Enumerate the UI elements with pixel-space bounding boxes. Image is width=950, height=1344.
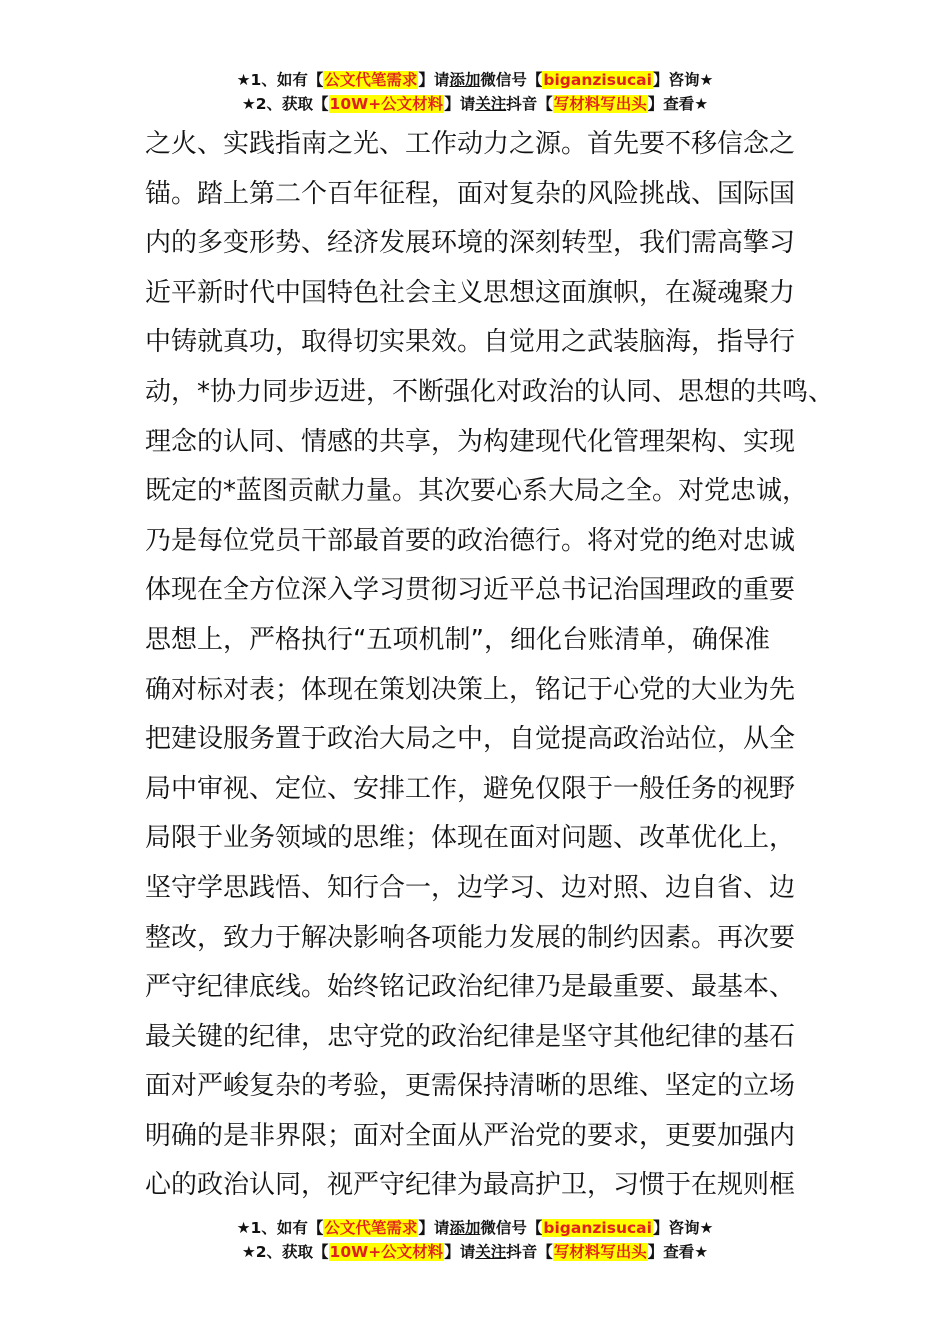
highlight-materials: 10W+公文材料	[329, 1243, 444, 1261]
star-icon: ★	[694, 95, 709, 113]
body-line: 中铸就真功，取得切实果效。自觉用之武装脑海，指导行	[145, 327, 796, 358]
highlight-wechat-id: biganzisucai	[543, 71, 652, 89]
body-line: 思想上，严格执行“五项机制”，细化台账清单，确保准	[145, 624, 770, 655]
body-line: 明确的是非界限；面对全面从严治党的要求，更要加强内	[145, 1120, 796, 1151]
star-icon: ★	[241, 95, 256, 113]
star-icon: ★	[236, 1219, 251, 1237]
body-line: 面对严峻复杂的考验，更需保持清晰的思维、坚定的立场	[145, 1071, 796, 1102]
document-body	[145, 120, 845, 1211]
banner-text: 1、如有【	[250, 71, 324, 89]
body-line: 局限于业务领域的思维；体现在面对问题、改革优化上，	[145, 823, 796, 854]
banner-underlined-text: 添加	[449, 71, 481, 89]
body-line: 体现在全方位深入学习贯彻习近平总书记治国理政的重要	[145, 575, 796, 606]
body-line: 内的多变形势、经济发展环境的深刻转型，我们需高擎习	[145, 228, 796, 259]
body-line: 确对标对表；体现在策划决策上，铭记于心党的大业为先	[145, 674, 796, 705]
banner-text: 】咨询	[652, 1219, 700, 1237]
banner-text: 抖音【	[506, 95, 553, 113]
body-line: 最关键的纪律，忠守党的政治纪律是坚守其他纪律的基石	[145, 1021, 796, 1052]
body-line: 近平新时代中国特色社会主义思想这面旗帜，在凝魂聚力	[145, 277, 796, 308]
body-line: 严守纪律底线。始终铭记政治纪律乃是最重要、最基本、	[145, 972, 796, 1003]
body-line: 锚。踏上第二个百年征程，面对复杂的风险挑战、国际国	[145, 178, 796, 209]
banner-text: 2、获取【	[255, 1243, 329, 1261]
highlight-wechat-id: biganzisucai	[543, 1219, 652, 1237]
banner-text: 微信号【	[480, 1219, 543, 1237]
body-line: 把建设服务置于政治大局之中，自觉提高政治站位，从全	[145, 724, 796, 755]
body-line: 局中审视、定位、安排工作，避免仅限于一般任务的视野	[145, 773, 796, 804]
highlight-materials: 10W+公文材料	[329, 95, 444, 113]
banner-text: 1、如有【	[250, 1219, 324, 1237]
banner-underlined-text: 关注	[475, 95, 507, 113]
body-line: 坚守学思践悟、知行合一，边学习、边对照、边自省、边	[145, 872, 796, 903]
banner-line-1	[0, 1216, 950, 1240]
banner-line-2	[0, 1240, 950, 1264]
body-line: 心的政治认同，视严守纪律为最高护卫，习惯于在规则框	[145, 1170, 796, 1201]
highlight-service: 公文代笔需求	[324, 71, 418, 89]
star-icon: ★	[699, 71, 714, 89]
banner-underlined-text: 关注	[475, 1243, 507, 1261]
body-line: 整改，致力于解决影响各项能力发展的制约因素。再次要	[145, 922, 796, 953]
banner-text: 】查看	[647, 1243, 695, 1261]
body-line: 既定的*蓝图贡献力量。其次要心系大局之全。对党忠诚，	[145, 476, 809, 507]
banner-text: 2、获取【	[255, 95, 329, 113]
banner-underlined-text: 添加	[449, 1219, 481, 1237]
banner-text: 】咨询	[652, 71, 700, 89]
header-banner	[0, 68, 950, 116]
banner-text: 】请	[418, 1219, 450, 1237]
body-line: 理念的认同、情感的共享，为构建现代化管理架构、实现	[145, 426, 796, 457]
body-line: 乃是每位党员干部最首要的政治德行。将对党的绝对忠诚	[145, 525, 796, 556]
highlight-douyin-account: 写材料写出头	[553, 1243, 647, 1261]
star-icon: ★	[236, 71, 251, 89]
body-line: 动，*协力同步迈进，不断强化对政治的认同、思想的共鸣、	[145, 376, 835, 407]
banner-text: 】请	[418, 71, 450, 89]
banner-line-1	[0, 68, 950, 92]
banner-text: 微信号【	[480, 71, 543, 89]
highlight-service: 公文代笔需求	[324, 1219, 418, 1237]
banner-text: 】查看	[647, 95, 695, 113]
star-icon: ★	[694, 1243, 709, 1261]
banner-line-2	[0, 92, 950, 116]
body-line: 之火、实践指南之光、工作动力之源。首先要不移信念之	[145, 129, 796, 159]
banner-text: 】请	[444, 95, 476, 113]
banner-text: 抖音【	[506, 1243, 553, 1261]
star-icon: ★	[699, 1219, 714, 1237]
banner-text: 】请	[444, 1243, 476, 1261]
highlight-douyin-account: 写材料写出头	[553, 95, 647, 113]
footer-banner	[0, 1216, 950, 1264]
star-icon: ★	[241, 1243, 256, 1261]
